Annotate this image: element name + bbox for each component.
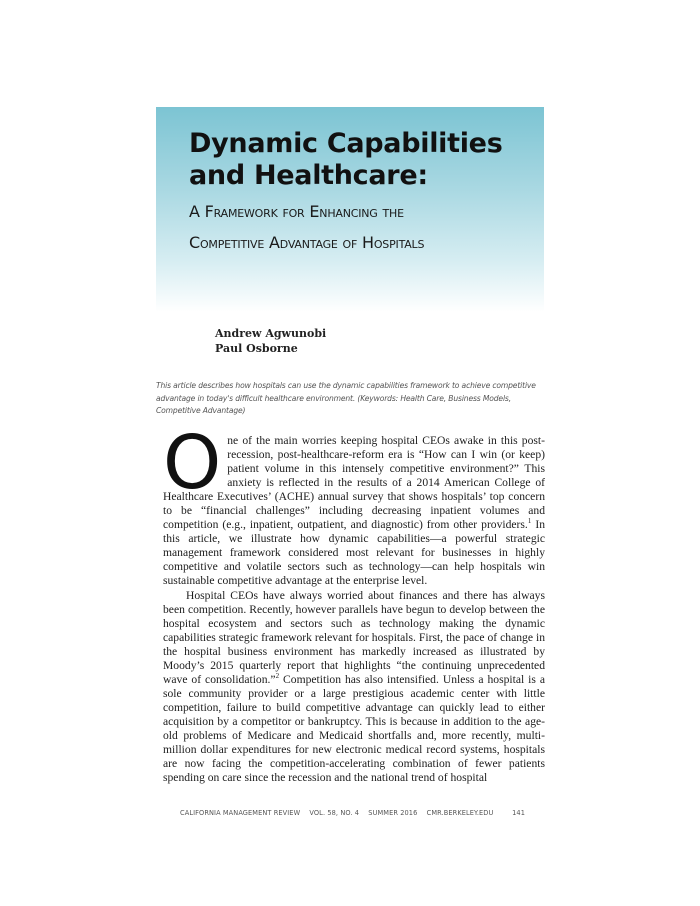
- author-name: Andrew Agwunobi: [215, 327, 327, 340]
- journal-name: CALIFORNIA MANAGEMENT REVIEW: [180, 809, 301, 817]
- footnote-ref[interactable]: 1: [527, 517, 532, 526]
- volume-info: VOL. 58, NO. 4: [309, 809, 360, 817]
- issue-info: SUMMER 2016: [368, 809, 418, 817]
- abstract: This article describes how hospitals can use the dynamic capabilities framework to achieve competitive advantage in today's difficult healthcare environment. (Keywords: Health Care, Business Models, Competitive Advantage): [156, 381, 536, 415]
- subtitle-line-2: Competitive Advantage of Hospitals: [189, 233, 425, 252]
- author-list: [215, 326, 326, 356]
- article-body: [163, 420, 545, 785]
- article-title: Dynamic Capabilities and Healthcare:: [189, 128, 503, 191]
- paragraph-1: One of the main worries keeping hospital CEOs awake in this post-recession, post-healthcare-reform era is “How can I win (or keep) patient volume in this intensely competitive environment?” This anxiety is reflected in the results of a 2014 American College of Healthcare Executives’ (ACHE) annual survey that shows hospitals’ top concern to be “financial challenges” including decreasing inpatient volumes and competition (e.g., inpatient, outpatient, and diagnostic) from other providers.$^1$ In this article, we illustrate how dynamic capabilities—a powerful strategic management framework considered most relevant for businesses in highly competitive and volatile sectors such as technology—can help hospitals win sustainable competitive advantage at the enterprise level.: [163, 420, 545, 588]
- subtitle-line-1: A Framework for Enhancing the: [189, 202, 404, 221]
- article-subtitle: [189, 196, 534, 258]
- drop-cap: O: [163, 420, 222, 506]
- paragraph-2: Hospital CEOs have always worried about finances and there has always been competition. Recently, however parallels have begun to develop between the hospital ecosystem and sectors such as technology making the dynamic capabilities strategic framework relevant for hospitals. First, the pace of change in the hospital business environment has markedly increased as illustrated by Moody’s 2015 quarterly report that highlights “the continuing unprecedented wave of consolidation.”$^2$ Competition has also intensified. Unless a hospital is a sole community provider or a large prestigious academic center with little competition, failure to build competitive advantage can quickly lead to either acquisition by a competitor or bankruptcy. This is because in addition to the age-old problems of Medicare and Medicaid shortfalls and, more recently, multi-million dollar expenditures for new electronic medical record systems, hospitals are now facing the competition-accelerating combination of fewer patients spending on care since the recession and the national trend of hospital: [163, 588, 545, 785]
- page-number: 141: [512, 809, 525, 817]
- footnote-ref[interactable]: 2: [275, 671, 280, 680]
- author-name: Paul Osborne: [215, 342, 298, 355]
- page-footer: [180, 809, 525, 817]
- website-link[interactable]: CMR.BERKELEY.EDU: [426, 809, 494, 817]
